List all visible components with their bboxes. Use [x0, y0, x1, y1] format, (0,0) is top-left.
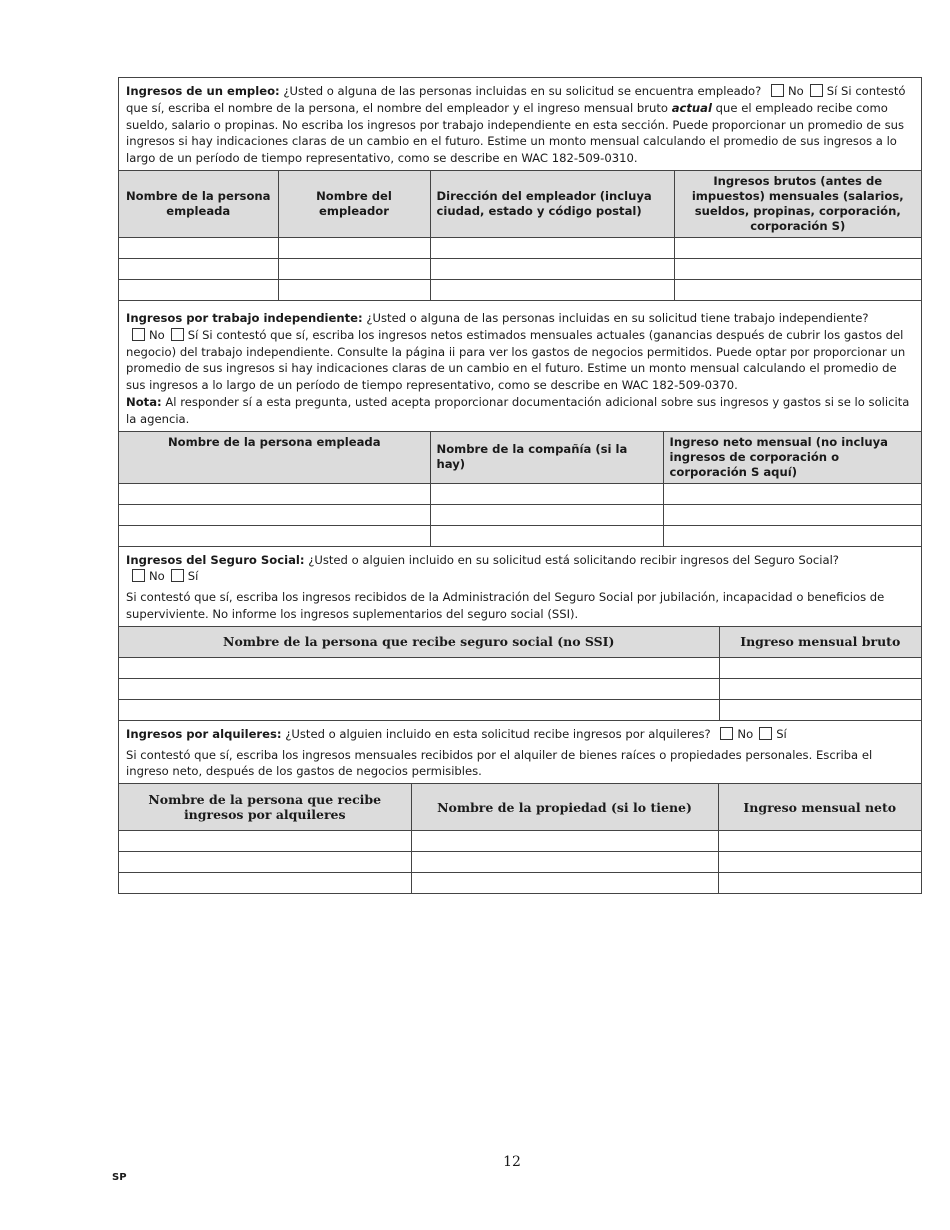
table-cell[interactable]	[430, 483, 663, 504]
table-row	[119, 483, 921, 504]
table-cell[interactable]	[119, 699, 719, 720]
social-security-instructions: Si contestó que sí, escriba los ingresos recibidos de la Administración del Seguro Social por jubilación, incapacidad o beneficios de superviviente. No informe los ingresos suplementarios del seguro social (SSI).	[126, 590, 885, 621]
table-row	[119, 831, 921, 852]
employment-col-gross-income: Ingresos brutos (antes de impuestos) mensuales (salarios, sueldos, propinas, corporación, corporación S)	[674, 170, 921, 237]
employment-col-address: Dirección del empleador (incluya ciudad, estado y código postal)	[430, 170, 674, 237]
self-employment-table	[119, 431, 921, 546]
rental-yes-checkbox[interactable]	[759, 727, 772, 740]
table-cell[interactable]	[430, 504, 663, 525]
table-cell[interactable]	[278, 237, 430, 258]
rental-section	[119, 721, 921, 894]
social-security-col-person: Nombre de la persona que recibe seguro social (no SSI)	[119, 626, 719, 657]
table-cell[interactable]	[278, 279, 430, 300]
table-cell[interactable]	[719, 699, 921, 720]
table-cell[interactable]	[674, 279, 921, 300]
rental-intro	[119, 721, 921, 783]
self-employment-section	[119, 301, 921, 547]
rental-no-label: No	[737, 726, 754, 741]
self-employment-no-label: No	[149, 327, 165, 342]
self-employment-col-person: Nombre de la persona empleada	[119, 431, 430, 483]
employment-yes-checkbox[interactable]	[810, 84, 823, 97]
table-cell[interactable]	[430, 525, 663, 546]
table-cell[interactable]	[663, 504, 921, 525]
self-employment-no-checkbox[interactable]	[132, 328, 145, 341]
table-cell[interactable]	[411, 873, 718, 894]
employment-col-employer: Nombre del empleador	[278, 170, 430, 237]
table-cell[interactable]	[718, 852, 921, 873]
table-row	[119, 279, 921, 300]
table-row	[119, 258, 921, 279]
table-cell[interactable]	[119, 657, 719, 678]
self-employment-question: ¿Usted o alguna de las personas incluidas en su solicitud tiene trabajo independiente?	[366, 310, 869, 325]
table-row	[119, 699, 921, 720]
employment-col-person: Nombre de la persona empleada	[119, 170, 278, 237]
table-cell[interactable]	[718, 831, 921, 852]
page-number: 12	[503, 1154, 521, 1170]
employment-question: ¿Usted o alguna de las personas incluidas en su solicitud se encuentra empleado?	[283, 84, 762, 98]
social-security-intro	[119, 547, 921, 626]
employment-instructions-b: que el empleado recibe como sueldo, salario o propinas. No escriba los ingresos por trabajo independiente en esta sección. Puede proporcionar un promedio de sus ingresos si hay indicaciones claras de un cambio en el futuro. Estime un monto mensual calculando el promedio de sus ingresos a lo largo de un período de tiempo representativo, como se describe en WAC 182-509-0310.	[126, 100, 905, 166]
table-cell[interactable]	[430, 258, 674, 279]
table-cell[interactable]	[119, 831, 411, 852]
self-employment-yes-label: Sí	[187, 327, 199, 342]
income-form	[118, 77, 922, 894]
rental-table	[119, 783, 921, 893]
table-cell[interactable]	[119, 852, 411, 873]
table-row	[119, 657, 921, 678]
table-cell[interactable]	[278, 258, 430, 279]
self-employment-col-net-income: Ingreso neto mensual (no incluya ingresos de corporación o corporación S aquí)	[663, 431, 921, 483]
table-row	[119, 525, 921, 546]
employment-instructions-a: Si contestó que sí, escriba el nombre de la persona, el nombre del empleador y el ingreso mensual bruto	[126, 84, 906, 115]
table-cell[interactable]	[663, 525, 921, 546]
self-employment-intro	[119, 301, 921, 431]
table-cell[interactable]	[411, 831, 718, 852]
self-employment-yes-checkbox[interactable]	[171, 328, 184, 341]
rental-col-property: Nombre de la propiedad (si lo tiene)	[411, 784, 718, 831]
self-employment-col-company: Nombre de la compañía (si la hay)	[430, 431, 663, 483]
table-row	[119, 873, 921, 894]
table-cell[interactable]	[430, 237, 674, 258]
table-cell[interactable]	[119, 504, 430, 525]
rental-no-checkbox[interactable]	[720, 727, 733, 740]
table-cell[interactable]	[719, 678, 921, 699]
self-employment-label: Ingresos por trabajo independiente:	[126, 310, 363, 325]
table-cell[interactable]	[718, 873, 921, 894]
table-cell[interactable]	[119, 873, 411, 894]
table-cell[interactable]	[119, 483, 430, 504]
rental-question: ¿Usted o alguien incluido en esta solicitud recibe ingresos por alquileres?	[285, 726, 711, 741]
self-employment-note-label: Nota:	[126, 394, 162, 409]
employment-emphasis: actual	[671, 100, 712, 115]
table-cell[interactable]	[119, 279, 278, 300]
self-employment-instructions: Si contestó que sí, escriba los ingresos netos estimados mensuales actuales (ganancias después de cubrir los gastos del negocio) del trabajo independiente. Consulte la página ii para ver los gastos de negocios permitidos. Puede optar por proporcionar un promedio de sus ingresos si hay indicaciones claras de un cambio en el futuro. Estime un monto mensual calculando el promedio de sus ingresos a lo largo de un período de tiempo representativo, como se describe en WAC 182-509-0370.	[126, 327, 906, 393]
table-row	[119, 237, 921, 258]
employment-no-label: No	[787, 84, 804, 98]
table-cell[interactable]	[719, 657, 921, 678]
social-security-col-gross-income: Ingreso mensual bruto	[719, 626, 921, 657]
table-cell[interactable]	[119, 237, 278, 258]
table-row	[119, 504, 921, 525]
rental-col-net-income: Ingreso mensual neto	[718, 784, 921, 831]
social-security-section	[119, 547, 921, 721]
table-cell[interactable]	[119, 258, 278, 279]
table-cell[interactable]	[674, 258, 921, 279]
table-cell[interactable]	[663, 483, 921, 504]
social-security-yes-checkbox[interactable]	[171, 569, 184, 582]
social-security-no-checkbox[interactable]	[132, 569, 145, 582]
form-code: SP	[112, 1172, 127, 1183]
employment-intro	[119, 78, 921, 170]
social-security-table	[119, 626, 921, 720]
social-security-no-label: No	[149, 569, 165, 584]
rental-col-person: Nombre de la persona que recibe ingresos por alquileres	[119, 784, 411, 831]
table-cell[interactable]	[674, 237, 921, 258]
table-cell[interactable]	[119, 678, 719, 699]
employment-table	[119, 170, 921, 300]
rental-yes-label: Sí	[776, 726, 787, 741]
employment-label: Ingresos de un empleo:	[126, 84, 280, 98]
table-cell[interactable]	[411, 852, 718, 873]
table-row	[119, 678, 921, 699]
social-security-yes-label: Sí	[187, 569, 199, 584]
rental-label: Ingresos por alquileres:	[126, 726, 282, 741]
table-row	[119, 852, 921, 873]
table-cell[interactable]	[119, 525, 430, 546]
table-cell[interactable]	[430, 279, 674, 300]
employment-section	[119, 78, 921, 301]
self-employment-note-text: Al responder sí a esta pregunta, usted acepta proporcionar documentación adicional sobre sus ingresos y gastos si se lo solicita la agencia.	[126, 394, 910, 426]
employment-no-checkbox[interactable]	[771, 84, 784, 97]
employment-yes-label: Sí	[826, 84, 838, 98]
social-security-label: Ingresos del Seguro Social:	[126, 552, 305, 567]
social-security-question: ¿Usted o alguien incluido en su solicitud está solicitando recibir ingresos del Seguro Social?	[308, 552, 839, 567]
rental-instructions: Si contestó que sí, escriba los ingresos mensuales recibidos por el alquiler de bienes raíces o propiedades personales. Escriba el ingreso neto, después de los gastos de negocios permisibles.	[126, 747, 873, 779]
